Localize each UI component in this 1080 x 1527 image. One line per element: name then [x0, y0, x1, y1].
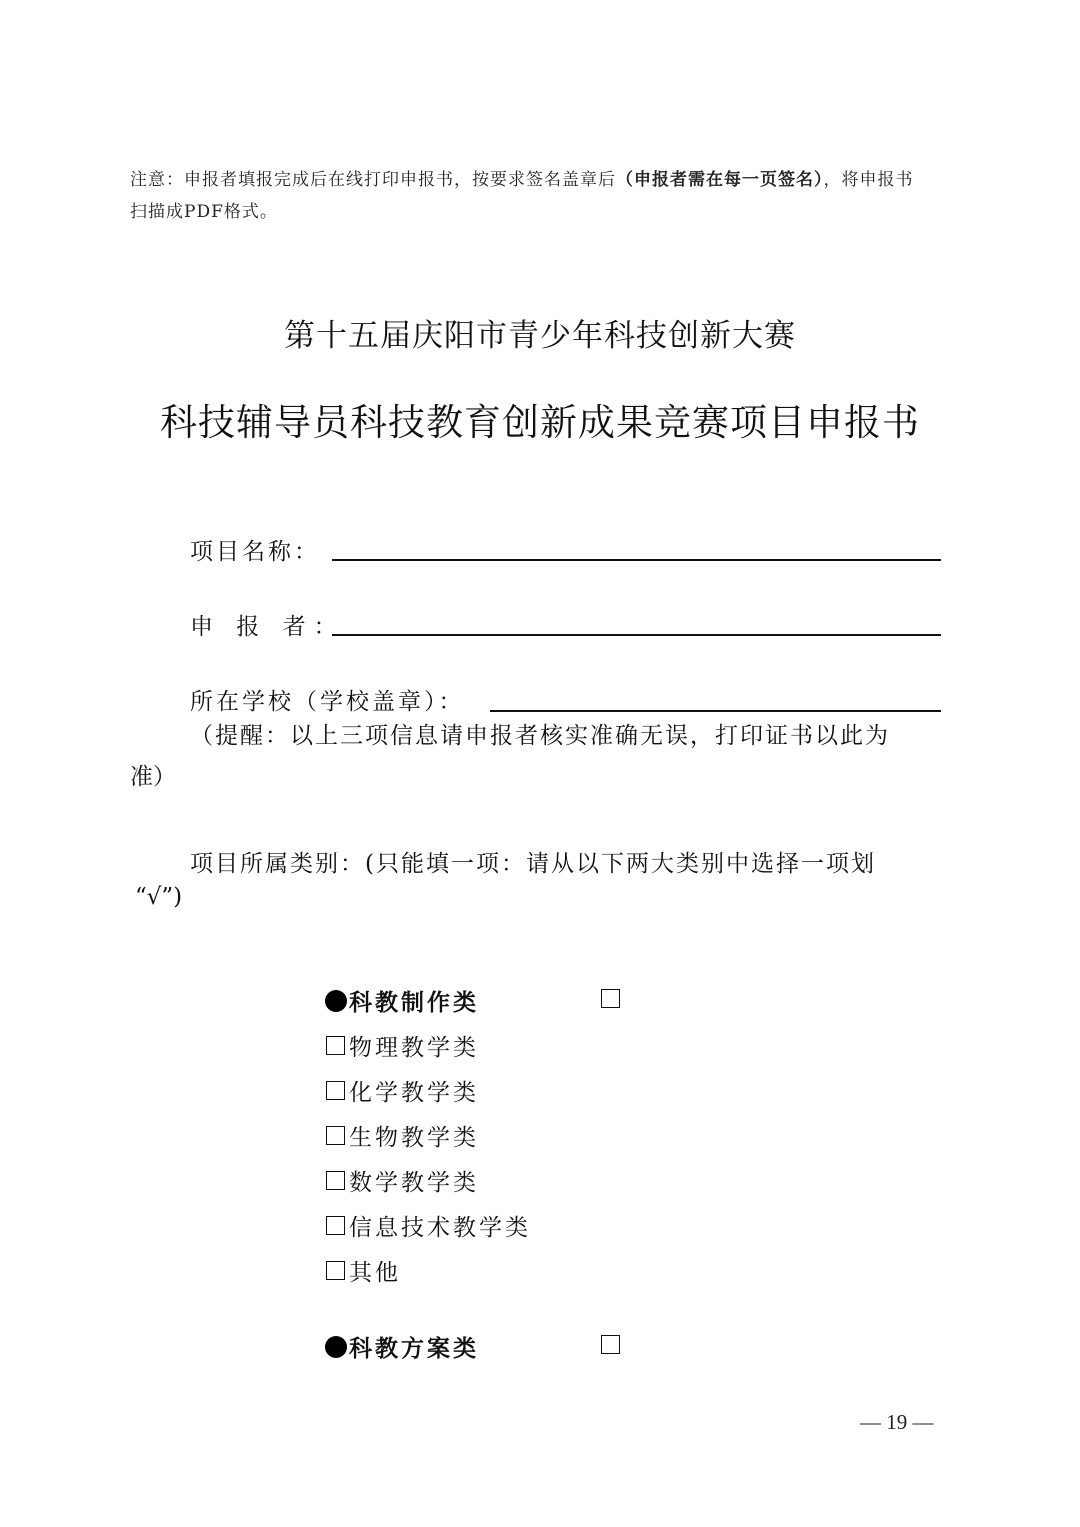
category-kejiao-zhizuo	[325, 984, 479, 1017]
applicant-line[interactable]	[332, 634, 941, 636]
subcategory-label: 信息技术教学类	[349, 1215, 531, 1241]
school-label: 所在学校（学校盖章）：	[190, 689, 465, 715]
checkbox-icon[interactable]	[326, 1081, 345, 1100]
bullet-icon	[325, 1336, 347, 1358]
notice-suffix: ，将申报书扫描成PDF格式。	[130, 170, 914, 222]
project-name-line[interactable]	[332, 559, 941, 561]
subcategory-item[interactable]	[326, 1029, 479, 1062]
category-intro-line-1: 项目所属类别：(只能填一项：请从以下两大类别中选择一项划	[190, 851, 876, 877]
checkbox-icon[interactable]	[326, 1261, 345, 1280]
checkbox-icon[interactable]	[326, 1216, 345, 1235]
subcategory-item[interactable]	[326, 1254, 401, 1287]
subcategory-label: 生物教学类	[349, 1125, 479, 1151]
subcategory-label: 物理教学类	[349, 1035, 479, 1061]
checkbox-icon[interactable]	[326, 1126, 345, 1145]
subcategory-item[interactable]	[326, 1119, 479, 1152]
notice-prefix: 注意：申报者填报完成后在线打印申报书，按要求签名盖章后	[130, 170, 616, 190]
category-label: 科教方案类	[349, 1335, 479, 1362]
subcategory-label: 化学教学类	[349, 1080, 479, 1106]
title-line-1: 第十五届庆阳市青少年科技创新大赛	[284, 318, 796, 354]
subcategory-item[interactable]	[326, 1209, 531, 1242]
subcategory-label: 数学教学类	[349, 1170, 479, 1196]
reminder-line-2: 准）	[130, 764, 176, 790]
category-kejiao-fangan	[325, 1330, 479, 1363]
reminder-line-1: （提醒：以上三项信息请申报者核实准确无误，打印证书以此为	[190, 723, 890, 749]
subcategory-item[interactable]	[326, 1074, 479, 1107]
project-name-label: 项目名称：	[190, 539, 320, 565]
checkbox-icon[interactable]	[326, 1171, 345, 1190]
category-intro-line-2: “√”)	[135, 884, 183, 910]
subcategory-item[interactable]	[326, 1164, 479, 1197]
school-line[interactable]	[490, 710, 941, 712]
category-label: 科教制作类	[349, 989, 479, 1016]
notice-bold: （申报者需在每一页签名）	[616, 170, 824, 190]
notice-text	[130, 164, 930, 228]
category-checkbox[interactable]	[601, 1335, 620, 1354]
page-number: — 19 —	[860, 1410, 934, 1434]
subcategory-label: 其他	[349, 1260, 401, 1286]
applicant-label: 申 报 者：	[190, 614, 345, 640]
checkbox-icon[interactable]	[326, 1036, 345, 1055]
category-checkbox[interactable]	[601, 989, 620, 1008]
title-line-2: 科技辅导员科技教育创新成果竞赛项目申报书	[160, 401, 920, 444]
bullet-icon	[325, 990, 347, 1012]
